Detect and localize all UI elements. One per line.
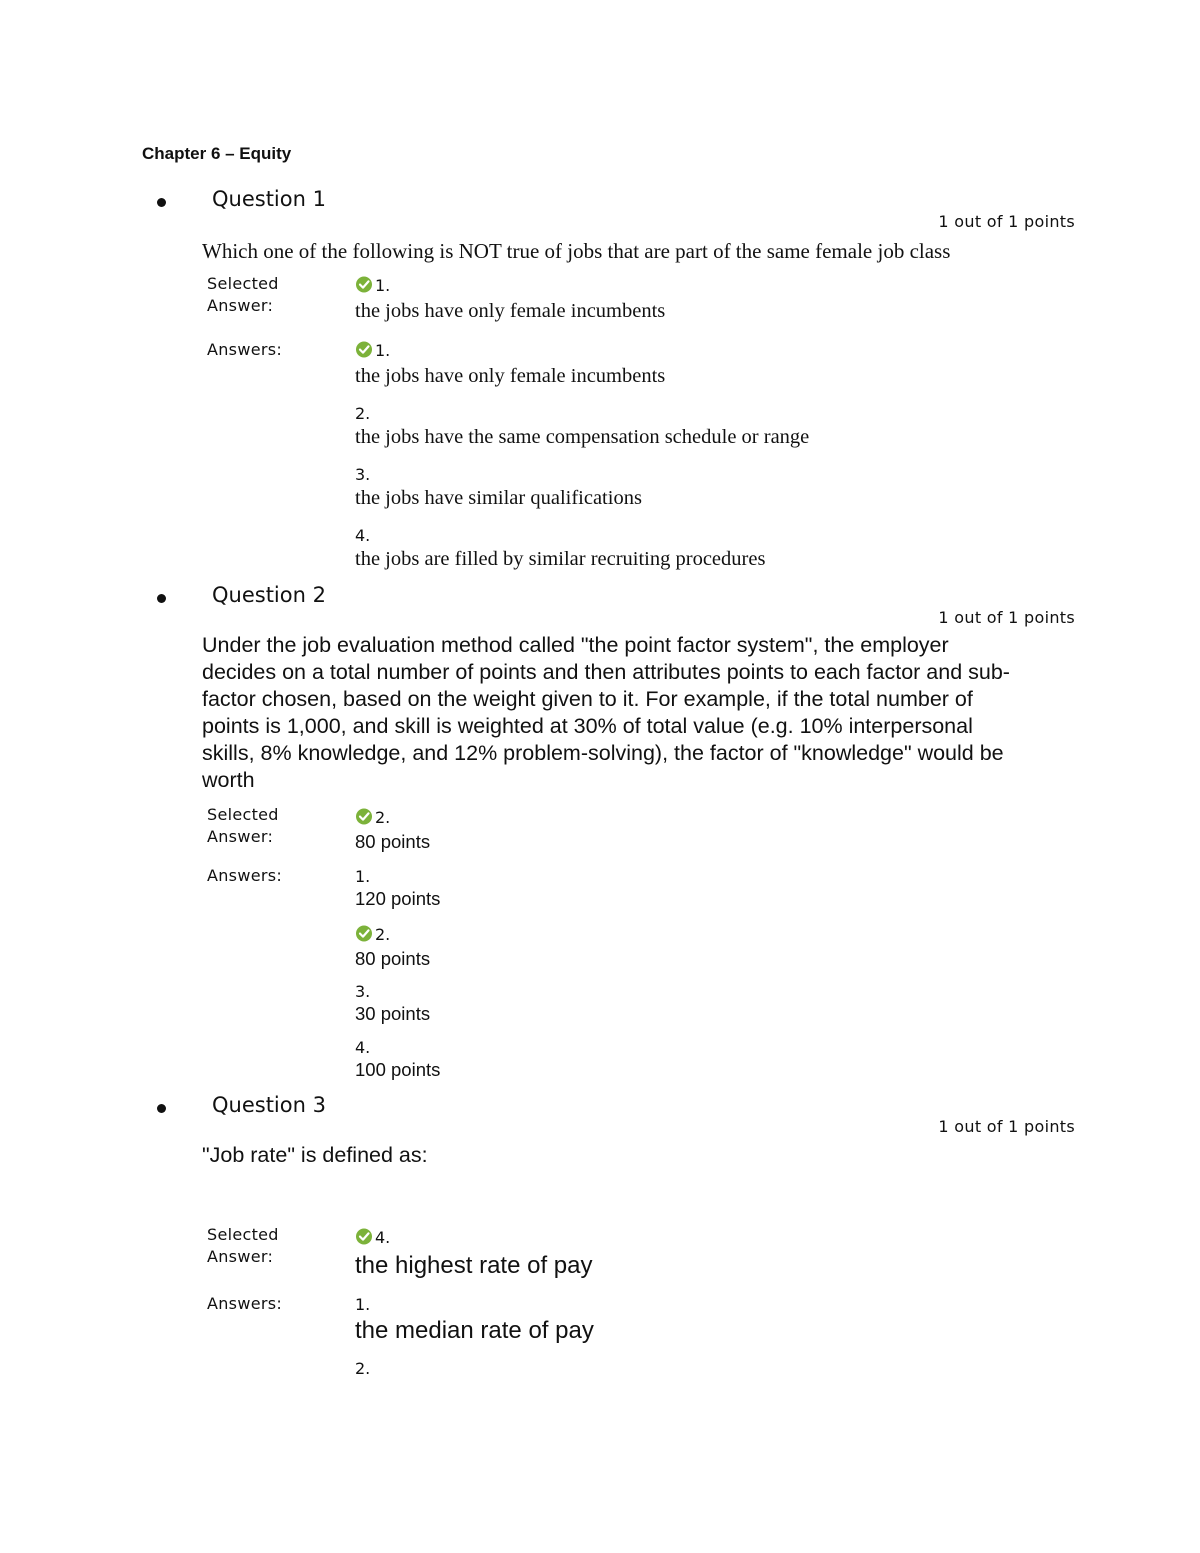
question-points: 1 out of 1 points: [938, 1117, 1075, 1136]
check-circle-icon: [355, 1228, 374, 1250]
question-points: 1 out of 1 points: [938, 608, 1075, 627]
answer-text: the jobs have similar qualifications: [355, 487, 642, 509]
selected-answer-label: Selected Answer:: [207, 274, 279, 315]
answer-option-1: [355, 867, 440, 910]
question-text: "Job rate" is defined as:: [202, 1143, 428, 1167]
selected-answer-label: Selected Answer:: [207, 1225, 279, 1266]
selected-answer: [355, 276, 665, 324]
answer-text: 120 points: [355, 888, 441, 909]
check-circle-icon: [355, 808, 374, 830]
answers-label: Answers:: [207, 1294, 283, 1313]
answer-text: 30 points: [355, 1003, 431, 1024]
answer-number: 4.: [355, 1038, 371, 1057]
question-text: Under the job evaluation method called "the point factor system", the employer decides on a total number of points and then attributes points to each factor and sub- factor chosen, based on the weight given to it. For example, if the total number of points is 1,000, and skill is weighted at 30% of total value (e.g. 10% interpersonal skills, 8% knowledge, and 12% problem-solving), the factor of "knowledge" would be worth: [202, 633, 1010, 792]
page-title: Chapter 6 – Equity: [142, 144, 292, 163]
answer-text: the jobs have the same compensation schedule or range: [355, 426, 810, 448]
answer-option-4: [355, 526, 765, 572]
answer-option-1: [355, 341, 665, 389]
answer-text: the highest rate of pay: [355, 1252, 593, 1279]
answer-number: 3.: [355, 465, 371, 484]
question-title: Question 2: [212, 583, 326, 607]
bullet-icon: [157, 594, 166, 603]
answer-option-3: [355, 465, 642, 511]
check-circle-icon: [355, 925, 374, 947]
selected-answer: [355, 1228, 593, 1281]
answer-number: 4.: [355, 1228, 593, 1250]
question-title: Question 3: [212, 1093, 326, 1117]
answer-text: the jobs have only female incumbents: [355, 365, 666, 387]
question-points: 1 out of 1 points: [938, 212, 1075, 231]
answer-text: the jobs have only female incumbents: [355, 300, 666, 322]
bullet-icon: [157, 1104, 166, 1113]
answer-text: 80 points: [355, 831, 431, 852]
answer-text: the jobs are filled by similar recruiting procedures: [355, 548, 766, 570]
answer-option-2: [355, 925, 430, 970]
answers-label: Answers:: [207, 340, 283, 359]
answer-number: 3.: [355, 982, 371, 1001]
selected-answer-label: Selected Answer:: [207, 805, 279, 846]
answer-option-2: [355, 1359, 370, 1379]
answer-number: 2.: [355, 925, 430, 947]
answer-number: 1.: [355, 1295, 371, 1314]
answer-number: 1.: [355, 341, 665, 363]
answer-text: 100 points: [355, 1059, 441, 1080]
answer-option-3: [355, 982, 430, 1025]
selected-answer: [355, 808, 430, 853]
answer-number: 2.: [355, 404, 371, 423]
check-circle-icon: [355, 276, 374, 298]
answer-number: 1.: [355, 867, 371, 886]
answer-option-2: [355, 404, 809, 450]
answer-number: 2.: [355, 1359, 371, 1378]
answer-option-4: [355, 1038, 440, 1081]
answer-number: 2.: [355, 808, 430, 830]
answer-text: the median rate of pay: [355, 1317, 594, 1344]
answer-number: 4.: [355, 526, 371, 545]
answers-label: Answers:: [207, 866, 283, 885]
answer-text: 80 points: [355, 948, 431, 969]
bullet-icon: [157, 198, 166, 207]
check-circle-icon: [355, 341, 374, 363]
answer-number: 1.: [355, 276, 665, 298]
question-title: Question 1: [212, 187, 326, 211]
answer-option-1: [355, 1295, 594, 1346]
question-text: Which one of the following is NOT true of jobs that are part of the same female job class: [202, 239, 951, 263]
